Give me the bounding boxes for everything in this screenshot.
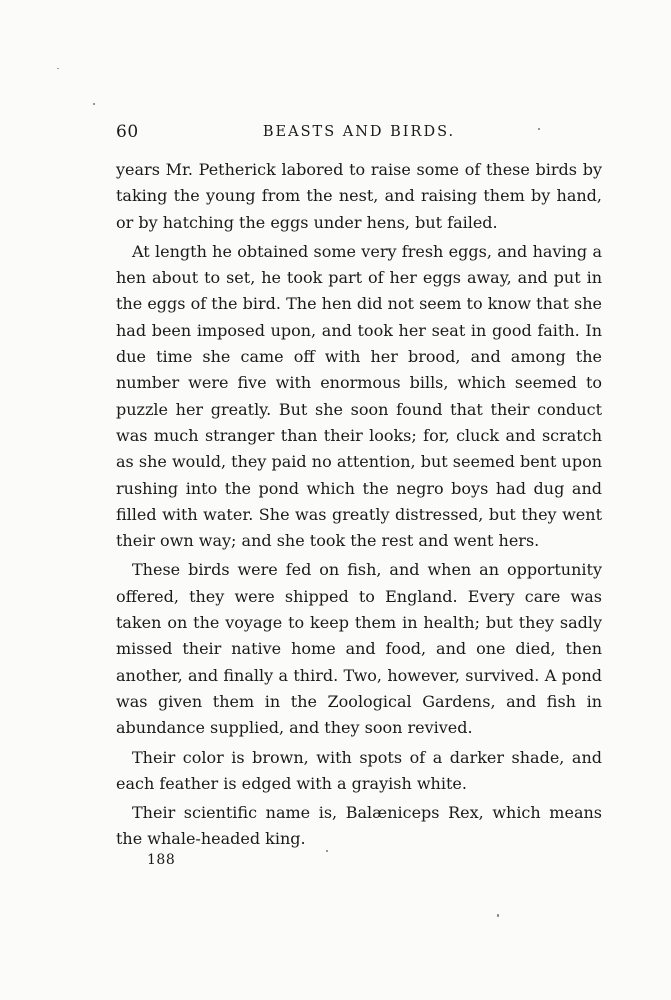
scan-speck	[326, 850, 328, 852]
paragraph-3: These birds were fed on fish, and when an opportunity offered, they were shipped to England. Every care was taken on the voyage to keep them in health; but they sadly missed their native home and food, and one died, then another, and finally a third. Two, however, survived. A pond was given them in the Zoological Gardens, and fish in abundance supplied, and they soon revived.	[116, 560, 602, 738]
scan-speck	[57, 68, 59, 69]
scan-speck	[538, 128, 540, 130]
running-title: BEASTS AND BIRDS.	[262, 124, 456, 140]
page-header	[116, 122, 602, 146]
scan-speck	[497, 914, 499, 917]
page-number: 60	[116, 122, 139, 142]
body-text	[116, 157, 602, 853]
signature-mark: 188	[147, 852, 176, 868]
paragraph-4: Their color is brown, with spots of a darker shade, and each feather is edged with a grayish white.	[116, 747, 602, 793]
scan-speck	[93, 103, 95, 105]
paragraph-1: years Mr. Petherick labored to raise some of these birds by taking the young from the nest, and raising them by hand, or by hatching the eggs under hens, but failed.	[116, 160, 602, 232]
paragraph-5: Their scientific name is, Balæniceps Rex, which means the whale-headed king.	[116, 803, 602, 849]
paragraph-2: At length he obtained some very fresh eggs, and having a hen about to set, he took part of her eggs away, and put in the eggs of the bird. The hen did not seem to know that she had been imposed upon, and took her seat in good faith. In due time she came off with her brood, and among the number were five with enormous bills, which seemed to puzzle her greatly. But she soon found that their conduct was much stranger than their looks; for, cluck and scratch as she would, they paid no attention, but seemed bent upon rushing into the pond which the negro boys had dug and filled with water. She was greatly distressed, but they went their own way; and she took the rest and went hers.	[116, 241, 602, 551]
